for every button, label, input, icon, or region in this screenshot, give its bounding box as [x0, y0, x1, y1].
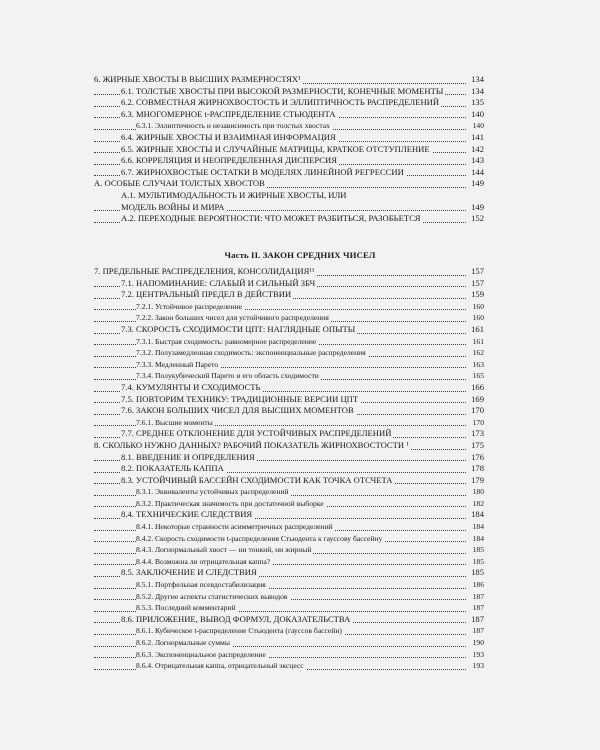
toc-entry-page: 186	[472, 580, 484, 590]
toc-entry[interactable]	[94, 190, 484, 202]
toc-entry-page: 187	[472, 626, 484, 636]
toc-entry-page: 173	[471, 428, 484, 439]
toc-entry-title: 7.3.2. Полузамедленная сходимость: экспоненциальные распределения	[136, 348, 366, 358]
toc-entry-title: 8.6. ПРИЛОЖЕНИЕ, ВЫВОД ФОРМУЛ, ДОКАЗАТЕЛЬСТВА	[121, 613, 351, 624]
toc-entry[interactable]	[94, 167, 484, 179]
toc-entry[interactable]	[94, 213, 484, 225]
toc-entry-page: 144	[471, 166, 484, 177]
toc-entry-page: 162	[472, 348, 484, 358]
toc-entry-page: 135	[471, 97, 484, 108]
toc-entry-title: 8.3.2. Практическая значимость при достаточной выборке	[136, 498, 324, 508]
toc-section-top	[94, 74, 484, 225]
toc-entry[interactable]	[94, 417, 484, 429]
toc-entry[interactable]	[94, 591, 484, 603]
toc-entry[interactable]	[94, 544, 484, 556]
toc-entry-title: 8.4. ТЕХНИЧЕСКИЕ СЛЕДСТВИЯ	[121, 509, 253, 520]
toc-entry-title: 7.6. ЗАКОН БОЛЬШИХ ЧИСЕЛ ДЛЯ ВЫСШИХ МОМЕНТОВ	[121, 405, 354, 416]
toc-entry-title: 8.6.1. Кубическое t-распределение Стьюдента (гауссов бассейн)	[136, 626, 342, 636]
toc-entry-page: 161	[472, 336, 484, 346]
toc-entry-page: 179	[471, 474, 484, 485]
toc-entry-page: 142	[471, 143, 484, 154]
toc-entry-page: 184	[471, 509, 484, 520]
toc-entry[interactable]	[94, 132, 484, 144]
toc-entry[interactable]	[94, 475, 484, 487]
toc-entry-page: 185	[471, 567, 484, 578]
toc-entry-page: 185	[472, 545, 484, 555]
toc-entry[interactable]	[94, 266, 484, 278]
toc-entry-title: 7.6.1. Высшие моменты	[136, 417, 213, 427]
toc-entry[interactable]	[94, 301, 484, 313]
part-heading: Часть II. ЗАКОН СРЕДНИХ ЧИСЕЛ	[224, 250, 376, 260]
toc-entry-page: 159	[471, 289, 484, 300]
toc-entry-title: 7.3.4. Полукубический Парето и его область сходимости	[136, 371, 319, 381]
toc-entry-page: 180	[472, 487, 484, 497]
toc-entry-page: 170	[471, 405, 484, 416]
toc-entry[interactable]	[94, 602, 484, 614]
toc-entry-title: 8.6.4. Отрицательная каппа, отрицательный эксцесс	[136, 661, 304, 671]
toc-entry-page: 160	[472, 301, 484, 311]
toc-entry-page: 185	[472, 556, 484, 566]
toc-entry-title: 6.4. ЖИРНЫЕ ХВОСТЫ И ВЗАИМНАЯ ИНФОРМАЦИЯ	[121, 131, 336, 142]
toc-entry[interactable]	[94, 649, 484, 661]
toc-entry[interactable]	[94, 660, 484, 672]
toc-entry[interactable]	[94, 405, 484, 417]
toc-entry-page: 143	[471, 155, 484, 166]
toc-entry-page: 163	[472, 359, 484, 369]
toc-entry-page: 182	[472, 498, 484, 508]
toc-entry[interactable]	[94, 347, 484, 359]
toc-entry[interactable]	[94, 579, 484, 591]
toc-entry[interactable]	[94, 202, 484, 214]
toc-entry[interactable]	[94, 312, 484, 324]
toc-entry[interactable]	[94, 289, 484, 301]
toc-entry-title: 8.3. УСТОЙЧИВЫЙ БАССЕЙН СХОДИМОСТИ КАК ТОЧКА ОТСЧЕТА	[121, 474, 393, 485]
toc-entry-title: 8.5.3. Последний комментарий	[136, 603, 236, 613]
toc-entry-title: 6.3.1. Эллиптичность и независимость при толстых хвостах	[136, 121, 330, 131]
toc-entry-title: 7.1. НАПОМИНАНИЕ: СЛАБЫЙ И СИЛЬНЫЙ ЗБЧ	[121, 277, 316, 288]
toc-entry-title: 8.2. ПОКАЗАТЕЛЬ КАППА	[121, 463, 224, 474]
toc-entry-title: 8.6.2. Логнормальные суммы	[136, 638, 230, 647]
toc-entry-title: 8.4.2. Скорость сходимости t-распределения Стьюдента к гауссову бассейну	[136, 533, 383, 543]
toc-entry-title: 8.5.1. Портфельная псевдостабилизация	[136, 580, 266, 590]
toc-entry[interactable]	[94, 178, 484, 190]
toc-entry-page: 140	[471, 108, 484, 119]
toc-entry-page: 175	[471, 439, 484, 450]
toc-entry-title: 8.5. ЗАКЛЮЧЕНИЕ И СЛЕДСТВИЯ	[121, 567, 257, 578]
toc-entry-title: МОДЕЛЬ ВОЙНЫ И МИРА	[121, 201, 225, 212]
toc-entry-page: 178	[471, 463, 484, 474]
toc-entry[interactable]	[94, 463, 484, 475]
toc-entry[interactable]	[94, 614, 484, 626]
toc-entry[interactable]	[94, 370, 484, 382]
toc-entry-title: 6.1. ТОЛСТЫЕ ХВОСТЫ ПРИ ВЫСОКОЙ РАЗМЕРНОСТИ, КОНЕЧНЫЕ МОМЕНТЫ	[121, 85, 444, 96]
toc-entry[interactable]	[94, 567, 484, 579]
toc-entry-page: 184	[472, 533, 484, 543]
toc-entry-title: 8.5.2. Другие аспекты статистических выводов	[136, 591, 288, 601]
toc-entry-page: 165	[472, 371, 484, 381]
toc-entry-title: 7. ПРЕДЕЛЬНЫЕ РАСПРЕДЕЛЕНИЯ, КОНСОЛИДАЦИЯ¹¹	[94, 266, 315, 276]
toc-entry-title: 8. СКОЛЬКО НУЖНО ДАННЫХ? РАБОЧИЙ ПОКАЗАТЕЛЬ ЖИРНОХВОСТОСТИ ¹	[94, 439, 409, 450]
toc-entry-title: 6.7. ЖИРНОХВОСТЫЕ ОСТАТКИ В МОДЕЛЯХ ЛИНЕЙНОЙ РЕГРЕССИИ	[121, 166, 404, 177]
toc-entry-title: 8.4.4. Возможна ли отрицательная каппа?	[136, 556, 271, 566]
toc-entry[interactable]	[94, 509, 484, 521]
toc-entry-page: 161	[471, 323, 484, 334]
toc-entry-page: 187	[472, 591, 484, 601]
toc-entry-page: 140	[472, 121, 484, 131]
toc-entry-page: 176	[471, 451, 484, 462]
toc-entry[interactable]	[94, 278, 484, 290]
toc-entry-page: 187	[471, 613, 484, 624]
toc-entry-title: 7.3.3. Медленный Парето	[136, 359, 219, 369]
toc-entry-page: 187	[472, 603, 484, 613]
toc-entry-title: 8.1. ВВЕДЕНИЕ И ОПРЕДЕЛЕНИЯ	[121, 451, 255, 462]
toc-entry[interactable]	[94, 637, 484, 649]
toc-section-bottom	[94, 266, 484, 672]
toc-entry-title: 6. ЖИРНЫЕ ХВОСТЫ В ВЫСШИХ РАЗМЕРНОСТЯХ¹	[94, 74, 301, 84]
toc-entry[interactable]	[94, 74, 484, 86]
toc-entry-page: 134	[471, 85, 484, 96]
toc-entry[interactable]	[94, 86, 484, 98]
toc-entry-page: 149	[471, 178, 484, 189]
toc-entry-page: 193	[472, 661, 484, 671]
toc-entry-page: 157	[471, 277, 484, 288]
toc-entry-page: 134	[471, 74, 484, 84]
toc-entry-page: 152	[471, 213, 484, 224]
toc-entry-title: 6.6. КОРРЕЛЯЦИЯ И НЕОПРЕДЕЛЕННАЯ ДИСПЕРСИЯ	[121, 155, 337, 166]
toc-entry[interactable]	[94, 440, 484, 452]
toc-entry-page: 170	[472, 417, 484, 427]
toc-entry-title: А.1. МУЛЬТИМОДАЛЬНОСТЬ И ЖИРНЫЕ ХВОСТЫ, ИЛИ	[121, 189, 347, 200]
toc-entry[interactable]	[94, 120, 484, 132]
toc-entry[interactable]	[94, 324, 484, 336]
toc-entry-title: 7.3.1. Быстрая сходимость: равномерное распределение	[136, 336, 317, 346]
toc-entry-page: 184	[472, 522, 484, 532]
toc-entry[interactable]	[94, 336, 484, 348]
toc-entry[interactable]	[94, 625, 484, 637]
toc-entry-title: 6.5. ЖИРНЫЕ ХВОСТЫ И СЛУЧАЙНЫЕ МАТРИЦЫ, КРАТКОЕ ОТСТУПЛЕНИЕ	[121, 143, 430, 154]
toc-entry[interactable]	[94, 452, 484, 464]
toc-entry-page: 160	[472, 313, 484, 323]
toc-entry[interactable]	[94, 498, 484, 510]
toc-entry-title: 7.3. СКОРОСТЬ СХОДИМОСТИ ЦПТ: НАГЛЯДНЫЕ ОПЫТЫ	[121, 323, 356, 334]
toc-entry[interactable]	[94, 97, 484, 109]
toc-entry[interactable]	[94, 109, 484, 121]
toc-entry-title: 7.2.2. Закон больших чисел для устойчивого распределения	[136, 313, 329, 323]
toc-entry-page: 169	[471, 393, 484, 404]
toc-entry[interactable]	[94, 428, 484, 440]
toc-entry-page: 149	[471, 201, 484, 212]
toc-entry[interactable]	[94, 144, 484, 156]
toc-entry-title: 7.5. ПОВТОРИМ ТЕХНИКУ: ТРАДИЦИОННЫЕ ВЕРСИИ ЦПТ	[121, 393, 359, 404]
toc-entry[interactable]	[94, 382, 484, 394]
toc-entry-title: 6.2. СОВМЕСТНАЯ ЖИРНОХВОСТОСТЬ И ЭЛЛИПТИЧНОСТЬ РАСПРЕДЕЛЕНИЙ	[121, 97, 440, 108]
toc-entry-title: 7.4. КУМУЛЯНТЫ И СХОДИМОСТЬ	[121, 381, 261, 392]
toc-entry[interactable]	[94, 533, 484, 545]
toc-entry-title: 7.7. СРЕДНЕЕ ОТКЛОНЕНИЕ ДЛЯ УСТОЙЧИВЫХ РАСПРЕДЕЛЕНИЙ	[121, 428, 392, 439]
toc-entry-page: 141	[471, 131, 484, 142]
toc-entry[interactable]	[94, 155, 484, 167]
toc-entry-page: 166	[471, 381, 484, 392]
toc-entry[interactable]	[94, 521, 484, 533]
toc-entry-page: 193	[472, 649, 484, 659]
toc-entry-page: 157	[471, 266, 484, 276]
toc-entry-title: 6.3. МНОГОМЕРНОЕ t-РАСПРЕДЕЛЕНИЕ СТЬЮДЕНТА	[121, 108, 336, 119]
toc-entry-page: 190	[472, 638, 484, 647]
toc-entry-title: 8.6.3. Экспоненциальное распределение	[136, 649, 266, 659]
toc-entry[interactable]	[94, 486, 484, 498]
toc-entry-title: 8.3.1. Эквиваленты устойчивых распределений	[136, 487, 289, 497]
toc-entry[interactable]	[94, 359, 484, 371]
toc-entry-title: А. ОСОБЫЕ СЛУЧАИ ТОЛСТЫХ ХВОСТОВ	[94, 178, 265, 189]
toc-entry-title: 7.2. ЦЕНТРАЛЬНЫЙ ПРЕДЕЛ В ДЕЙСТВИИ	[121, 289, 292, 300]
toc-entry[interactable]	[94, 394, 484, 406]
toc-entry-title: 7.2.1. Устойчивое распределение	[136, 301, 243, 311]
toc-entry-title: А.2. ПЕРЕХОДНЫЕ ВЕРОЯТНОСТИ: ЧТО МОЖЕТ РАЗБИТЬСЯ, РАЗОБЬЕТСЯ	[121, 213, 421, 224]
toc-entry-title: 8.4.1. Некоторые странности асимметричных распределений	[136, 522, 333, 532]
toc-entry-title: 8.4.3. Логнормальный хвост — ни тонкий, ни жирный	[136, 545, 312, 555]
toc-entry[interactable]	[94, 556, 484, 568]
